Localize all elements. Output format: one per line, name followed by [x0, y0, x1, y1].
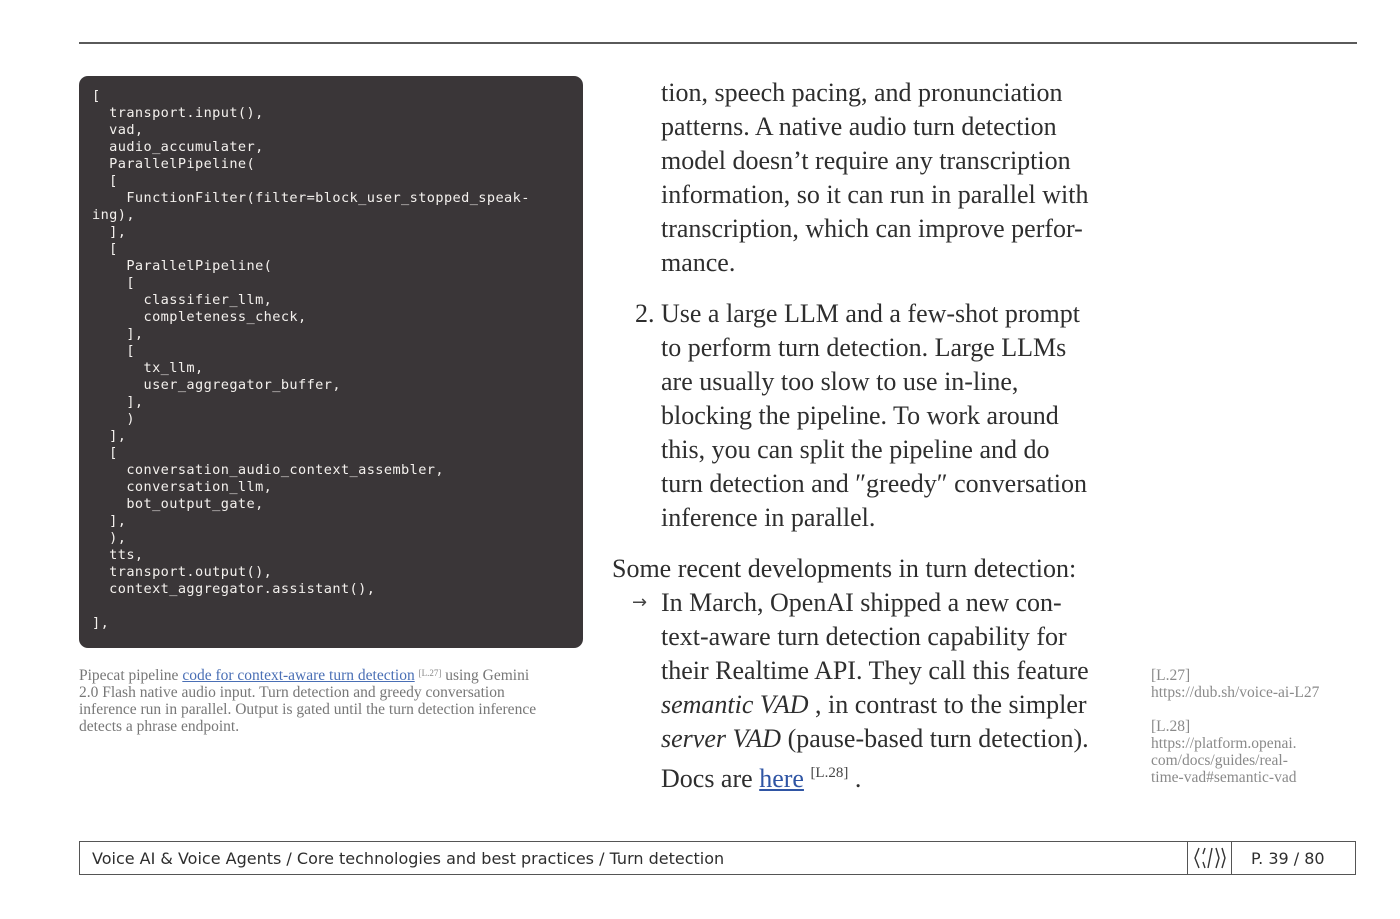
developments-lead: Some recent developments in turn detection: — [612, 554, 1077, 583]
para-line: information, so it can run in parallel with — [661, 180, 1089, 209]
bullet-line: text-aware turn detection capability for — [661, 622, 1067, 651]
para-line: transcription, which can improve perfor- — [661, 214, 1083, 243]
para-line: mance. — [661, 248, 736, 277]
caption-text: using Gemini 2.0 Flash native audio input. Turn detection and greedy conversation inference run in parallel. Output is gated until the turn detection inference detects a phrase endpoint. — [79, 667, 537, 735]
item-line: blocking the pipeline. To work around — [661, 401, 1059, 430]
para-line: patterns. A native audio turn detection — [661, 112, 1057, 141]
bullet-line: , in contrast to the simpler — [808, 690, 1087, 719]
numbered-item-2 — [612, 297, 1132, 535]
item-line: are usually too slow to use in-line, — [661, 367, 1019, 396]
bullet-line: their Realtime API. They call this feature — [661, 656, 1089, 685]
note-url[interactable]: https://platform.openai. — [1151, 735, 1297, 752]
page-number: P. 39 / 80 — [1251, 849, 1325, 868]
breadcrumb[interactable]: Voice AI & Voice Agents / Core technologies and best practices / Turn detection — [92, 849, 725, 868]
para-continued — [612, 76, 1132, 280]
note-ref: [L.27] — [1151, 667, 1191, 684]
caption-ref: [L.27] — [418, 668, 442, 678]
note-url[interactable]: https://dub.sh/voice-ai-L27 — [1151, 684, 1320, 701]
bullet-line: Docs are — [661, 764, 760, 793]
item-number: 2. — [635, 299, 655, 328]
note-url[interactable]: time-vad#semantic-vad — [1151, 769, 1297, 786]
item-line: Use a large LLM and a few-shot prompt — [661, 299, 1081, 328]
item-line: inference in parallel. — [661, 503, 876, 532]
top-rule — [79, 42, 1357, 44]
para-line: tion, speech pacing, and pronunciation — [661, 78, 1063, 107]
bullet-end: . — [848, 764, 862, 793]
bullet-item — [612, 586, 1132, 796]
caption-prefix: Pipecat pipeline — [79, 667, 183, 684]
note-ref: [L.28] — [1151, 718, 1191, 735]
side-note-l27 — [1151, 667, 1361, 701]
para-line: model doesn’t require any transcription — [661, 146, 1071, 175]
footer-bar — [79, 841, 1356, 875]
semantic-vad-term: semantic VAD — [661, 690, 809, 719]
bullet-line: In March, OpenAI shipped a new con- — [661, 588, 1062, 617]
item-line: this, you can split the pipeline and do — [661, 435, 1050, 464]
figure-caption — [79, 665, 549, 735]
note-url[interactable]: com/docs/guides/real- — [1151, 752, 1288, 769]
side-note-l28 — [1151, 718, 1361, 786]
item-2-text — [661, 299, 1087, 532]
server-vad-term: server VAD — [661, 724, 782, 753]
item-line: to perform turn detection. Large LLMs — [661, 333, 1067, 362]
item-line: turn detection and ″greedy″ conversation — [661, 469, 1087, 498]
docs-link[interactable]: here — [759, 764, 804, 793]
docs-ref: [L.28] — [810, 765, 849, 781]
code-block — [79, 76, 583, 648]
main-text — [612, 76, 1132, 796]
caption-link[interactable]: code for context-aware turn detection — [182, 667, 415, 684]
pipeline-code: [ transport.input(), vad, audio_accumulater, ParallelPipeline( [ FunctionFilter(filter=block_user_stopped_speak- ing), ], [ ParallelPipeline( [ classifier_llm, completeness_check, ], [ tx_llm, user_aggregator_buffer, ], ) ], [ conversation_audio_context_assembler, conversation_llm, bot_output_gate, ], ), tts, transport.output(), context_aggregator.assistant(), ], — [92, 88, 530, 631]
arrow-right-icon: → — [632, 592, 648, 613]
code-brackets-logo-icon — [1187, 842, 1232, 874]
bullet-line: (pause-based turn detection). — [781, 724, 1089, 753]
